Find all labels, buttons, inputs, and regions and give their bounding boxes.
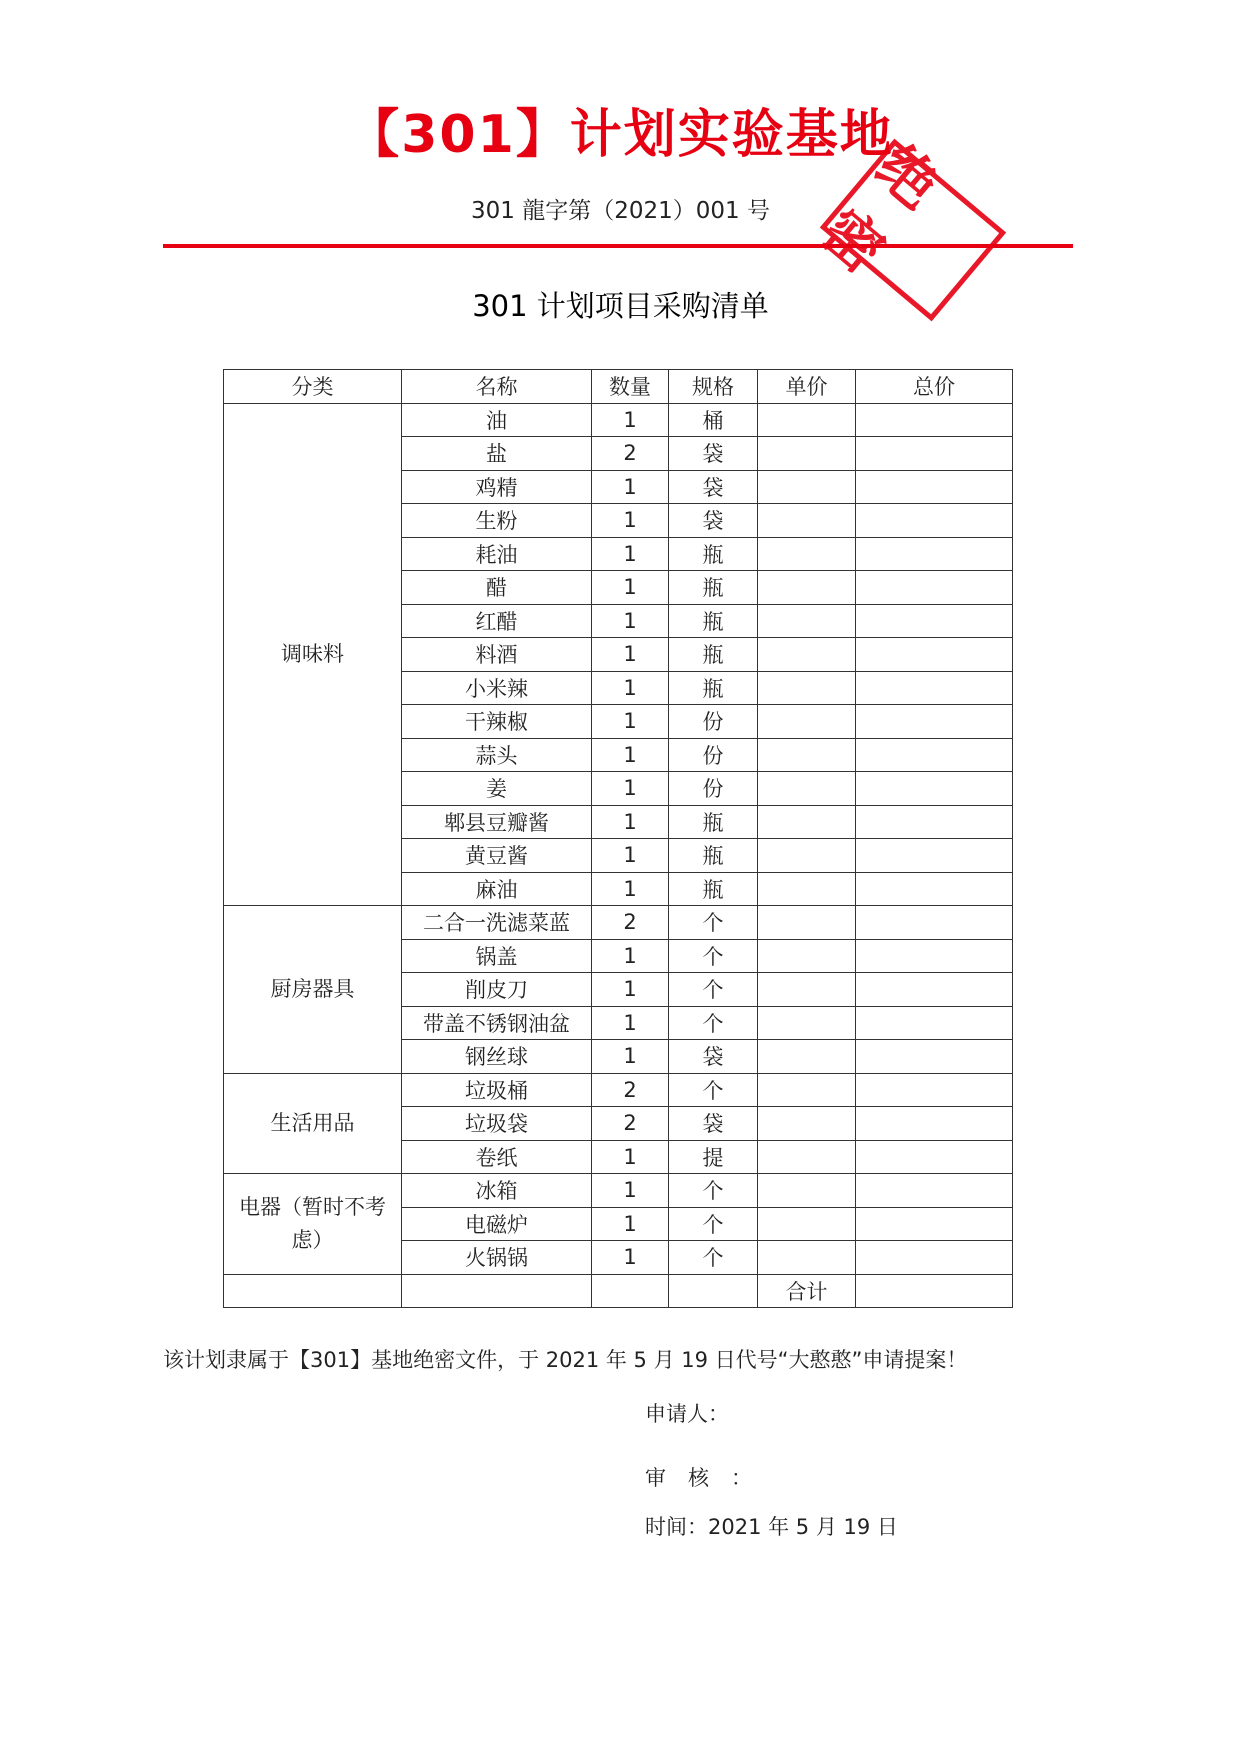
item-name-cell: 干辣椒 [402,705,592,739]
item-unit-price-cell [758,705,856,739]
total-empty-cell [669,1274,758,1308]
category-cell: 调味料 [224,403,402,906]
item-unit-cell: 瓶 [669,805,758,839]
item-total-price-cell [856,1073,1013,1107]
item-unit-price-cell [758,671,856,705]
item-name-cell: 蒜头 [402,738,592,772]
item-total-price-cell [856,504,1013,538]
item-unit-cell: 瓶 [669,537,758,571]
seal-text: 绝密 [808,131,962,295]
item-total-price-cell [856,470,1013,504]
item-total-price-cell [856,805,1013,839]
item-name-cell: 电磁炉 [402,1207,592,1241]
item-quantity-cell: 2 [592,906,669,940]
item-quantity-cell: 1 [592,604,669,638]
item-unit-price-cell [758,1006,856,1040]
item-unit-price-cell [758,437,856,471]
item-name-cell: 麻油 [402,872,592,906]
item-unit-cell: 瓶 [669,872,758,906]
item-total-price-cell [856,939,1013,973]
header-name: 名称 [402,370,592,404]
item-total-price-cell [856,738,1013,772]
item-unit-price-cell [758,504,856,538]
item-unit-cell: 瓶 [669,638,758,672]
item-unit-cell: 个 [669,906,758,940]
item-name-cell: 钢丝球 [402,1040,592,1074]
item-total-price-cell [856,403,1013,437]
item-name-cell: 火锅锅 [402,1241,592,1275]
item-name-cell: 二合一洗滤菜蓝 [402,906,592,940]
item-unit-cell: 提 [669,1140,758,1174]
item-name-cell: 削皮刀 [402,973,592,1007]
item-total-price-cell [856,1140,1013,1174]
item-total-price-cell [856,1107,1013,1141]
list-title: 301 计划项目采购清单 [472,289,769,323]
item-quantity-cell: 1 [592,772,669,806]
total-label: 合计 [758,1274,856,1308]
item-unit-cell: 个 [669,1174,758,1208]
item-unit-price-cell [758,1207,856,1241]
item-total-price-cell [856,1006,1013,1040]
item-unit-price-cell [758,537,856,571]
item-quantity-cell: 2 [592,437,669,471]
item-unit-price-cell [758,638,856,672]
item-quantity-cell: 2 [592,1073,669,1107]
item-quantity-cell: 1 [592,738,669,772]
reviewer-label: 审核： [645,1466,774,1490]
reviewer-line [645,1462,774,1492]
item-total-price-cell [856,973,1013,1007]
item-quantity-cell: 1 [592,504,669,538]
item-unit-cell: 份 [669,738,758,772]
item-unit-cell: 个 [669,1207,758,1241]
item-unit-price-cell [758,772,856,806]
item-unit-cell: 瓶 [669,604,758,638]
item-unit-cell: 瓶 [669,839,758,873]
item-name-cell: 卷纸 [402,1140,592,1174]
item-total-price-cell [856,437,1013,471]
item-quantity-cell: 1 [592,571,669,605]
item-quantity-cell: 1 [592,1207,669,1241]
time-label: 时间： [645,1515,708,1539]
item-quantity-cell: 1 [592,403,669,437]
total-value-cell [856,1274,1013,1308]
item-total-price-cell [856,906,1013,940]
item-unit-cell: 个 [669,1006,758,1040]
item-unit-cell: 袋 [669,1107,758,1141]
item-name-cell: 小米辣 [402,671,592,705]
item-total-price-cell [856,1207,1013,1241]
item-unit-price-cell [758,571,856,605]
item-unit-price-cell [758,738,856,772]
item-name-cell: 姜 [402,772,592,806]
category-cell: 电器（暂时不考虑） [224,1174,402,1275]
item-total-price-cell [856,604,1013,638]
item-quantity-cell: 1 [592,939,669,973]
document-header-title: 【301】计划实验基地 [347,105,894,165]
header-unit: 规格 [669,370,758,404]
item-name-cell: 黄豆酱 [402,839,592,873]
category-cell: 厨房器具 [224,906,402,1074]
item-total-price-cell [856,839,1013,873]
table-header-row [224,370,1013,404]
item-unit-price-cell [758,805,856,839]
category-cell: 生活用品 [224,1073,402,1174]
item-name-cell: 红醋 [402,604,592,638]
item-quantity-cell: 1 [592,805,669,839]
item-unit-cell: 桶 [669,403,758,437]
item-quantity-cell: 2 [592,1107,669,1141]
item-name-cell: 醋 [402,571,592,605]
item-total-price-cell [856,1174,1013,1208]
item-unit-price-cell [758,973,856,1007]
applicant-line [645,1398,729,1428]
item-total-price-cell [856,537,1013,571]
item-unit-price-cell [758,604,856,638]
item-unit-price-cell [758,1140,856,1174]
item-unit-price-cell [758,906,856,940]
time-value: 2021 年 5 月 19 日 [708,1515,898,1539]
item-unit-price-cell [758,939,856,973]
item-unit-price-cell [758,839,856,873]
item-name-cell: 料酒 [402,638,592,672]
document-note: 该计划隶属于【301】基地绝密文件，于 2021 年 5 月 19 日代号“大憨憨”申请提案！ [163,1348,968,1372]
item-name-cell: 锅盖 [402,939,592,973]
item-unit-price-cell [758,1174,856,1208]
total-empty-cell [592,1274,669,1308]
item-name-cell: 油 [402,403,592,437]
purchase-table [223,369,1013,1308]
document-number: 301 龍字第（2021）001 号 [471,198,770,224]
total-empty-cell [224,1274,402,1308]
item-total-price-cell [856,638,1013,672]
header-unit-price: 单价 [758,370,856,404]
item-total-price-cell [856,671,1013,705]
table-row [224,1174,1013,1208]
item-total-price-cell [856,872,1013,906]
item-quantity-cell: 1 [592,1241,669,1275]
item-unit-cell: 袋 [669,470,758,504]
item-unit-cell: 袋 [669,1040,758,1074]
item-quantity-cell: 1 [592,1140,669,1174]
item-total-price-cell [856,705,1013,739]
item-quantity-cell: 1 [592,839,669,873]
item-unit-cell: 个 [669,939,758,973]
item-unit-price-cell [758,470,856,504]
item-quantity-cell: 1 [592,705,669,739]
item-unit-price-cell [758,403,856,437]
item-quantity-cell: 1 [592,671,669,705]
header-quantity: 数量 [592,370,669,404]
item-name-cell: 垃圾桶 [402,1073,592,1107]
item-name-cell: 鸡精 [402,470,592,504]
item-quantity-cell: 1 [592,537,669,571]
table-row [224,403,1013,437]
item-total-price-cell [856,1241,1013,1275]
item-name-cell: 带盖不锈钢油盆 [402,1006,592,1040]
applicant-label: 申请人： [645,1402,729,1426]
item-name-cell: 盐 [402,437,592,471]
item-name-cell: 郫县豆瓣酱 [402,805,592,839]
item-quantity-cell: 1 [592,1006,669,1040]
table-row [224,1073,1013,1107]
item-name-cell: 垃圾袋 [402,1107,592,1141]
table-body [224,403,1013,1274]
item-unit-cell: 个 [669,973,758,1007]
item-name-cell: 冰箱 [402,1174,592,1208]
item-total-price-cell [856,772,1013,806]
item-quantity-cell: 1 [592,1040,669,1074]
item-quantity-cell: 1 [592,1174,669,1208]
item-total-price-cell [856,1040,1013,1074]
item-name-cell: 生粉 [402,504,592,538]
item-unit-price-cell [758,1107,856,1141]
table-row [224,906,1013,940]
header-category: 分类 [224,370,402,404]
item-unit-cell: 袋 [669,437,758,471]
item-unit-cell: 袋 [669,504,758,538]
time-line [645,1511,898,1541]
total-row [224,1274,1013,1308]
item-quantity-cell: 1 [592,973,669,1007]
item-unit-cell: 份 [669,705,758,739]
item-unit-cell: 个 [669,1073,758,1107]
item-unit-price-cell [758,1241,856,1275]
header-total-price: 总价 [856,370,1013,404]
item-unit-cell: 瓶 [669,571,758,605]
item-unit-price-cell [758,1073,856,1107]
item-unit-cell: 瓶 [669,671,758,705]
item-name-cell: 耗油 [402,537,592,571]
item-unit-price-cell [758,872,856,906]
item-total-price-cell [856,571,1013,605]
item-unit-price-cell [758,1040,856,1074]
item-quantity-cell: 1 [592,470,669,504]
item-quantity-cell: 1 [592,638,669,672]
item-unit-cell: 个 [669,1241,758,1275]
item-quantity-cell: 1 [592,872,669,906]
item-unit-cell: 份 [669,772,758,806]
total-empty-cell [402,1274,592,1308]
